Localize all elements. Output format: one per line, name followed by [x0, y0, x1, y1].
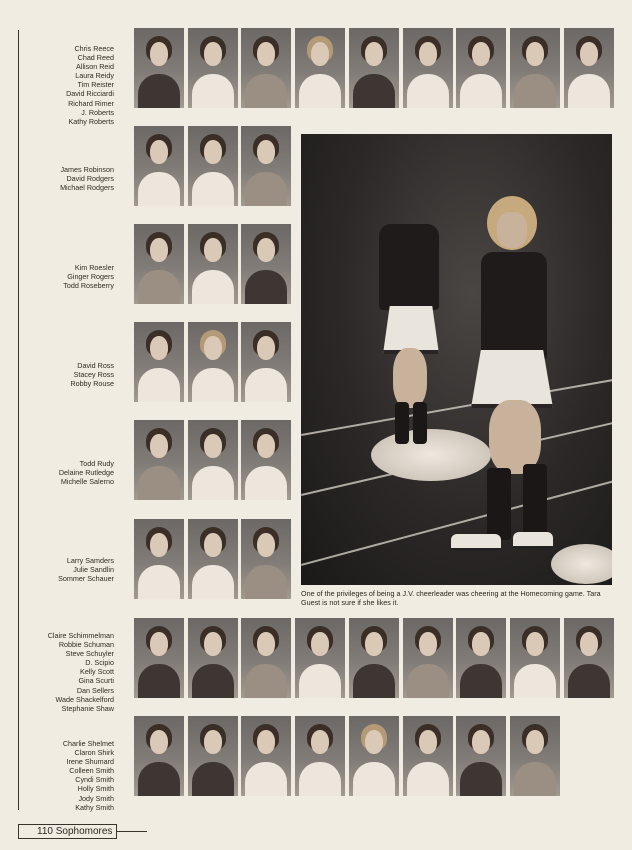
portrait-photo: [134, 716, 184, 796]
student-name: Wade Shackelford: [55, 694, 114, 704]
student-name: Dan Sellers: [76, 685, 114, 695]
page-number: 110: [37, 825, 53, 837]
student-name: Holly Smith: [77, 784, 114, 794]
student-name: Richard Rimer: [68, 98, 114, 108]
portrait-photo: [134, 420, 184, 500]
portrait-photo: [188, 519, 238, 599]
student-name: Chad Reed: [77, 53, 114, 63]
portrait-photo: [349, 28, 399, 108]
portrait-photo: [134, 224, 184, 304]
portrait-photo: [134, 322, 184, 402]
student-name: James Robinson: [60, 165, 114, 174]
portrait-photo: [188, 420, 238, 500]
portrait-photo: [564, 618, 614, 698]
student-name: Todd Rudy: [79, 459, 114, 468]
portrait-photo: [134, 519, 184, 599]
student-name: Sommer Schauer: [58, 574, 114, 584]
student-name: Irene Shumard: [66, 757, 114, 767]
student-name: Colleen Smith: [69, 766, 114, 776]
portrait-photo: [188, 716, 238, 796]
student-name: Delaine Rutledge: [58, 468, 114, 478]
portrait-photo: [510, 618, 560, 698]
student-name: Charlie Shelmet: [62, 739, 114, 748]
left-margin-rule: [18, 30, 19, 810]
student-name: Kelly Scott: [80, 667, 114, 677]
name-list-3: [22, 263, 114, 290]
portrait-photo: [403, 716, 453, 796]
portrait-photo: [456, 716, 506, 796]
name-list-8: [22, 739, 114, 812]
student-name: Jody Smith: [78, 793, 114, 803]
portrait-photo: [295, 28, 345, 108]
student-name: Kathy Smith: [75, 802, 114, 812]
student-name: Kathy Roberts: [68, 116, 114, 126]
portrait-photo: [295, 716, 345, 796]
student-name: Stacey Ross: [73, 370, 114, 380]
student-name: Gina Scurti: [78, 676, 114, 686]
student-name: Robby Rouse: [70, 379, 114, 389]
portrait-photo: [510, 28, 560, 108]
student-name: David Rodgers: [66, 174, 114, 184]
student-name: Cyndi Smith: [75, 775, 114, 785]
student-name: Allison Reid: [76, 62, 114, 72]
student-name: Stephanie Shaw: [61, 703, 114, 713]
portrait-photo: [188, 224, 238, 304]
portrait-photo: [241, 126, 291, 206]
student-name: Robbie Schuman: [58, 640, 114, 650]
portrait-photo: [403, 28, 453, 108]
student-name: Claire Schimmelman: [47, 631, 114, 640]
portrait-photo: [241, 420, 291, 500]
footer-rule: [117, 831, 147, 832]
portrait-photo: [510, 716, 560, 796]
student-name: Chris Reece: [74, 44, 114, 53]
name-list-1: [22, 44, 114, 126]
portrait-photo: [134, 28, 184, 108]
footer-label: [18, 824, 117, 839]
pompom: [371, 429, 491, 481]
portrait-photo: [349, 618, 399, 698]
portrait-photo: [241, 519, 291, 599]
name-list-7: [22, 631, 114, 713]
page-footer: [18, 822, 147, 840]
student-name: Kim Roesler: [74, 263, 114, 272]
student-name: Michael Rodgers: [60, 183, 114, 193]
section-title: Sophomores: [55, 825, 113, 837]
portrait-photo: [188, 126, 238, 206]
portrait-photo: [134, 618, 184, 698]
portrait-photo: [456, 28, 506, 108]
name-list-2: [22, 165, 114, 192]
name-list-4: [22, 361, 114, 388]
portrait-photo: [241, 716, 291, 796]
portrait-photo: [188, 618, 238, 698]
portrait-photo: [241, 322, 291, 402]
portrait-photo: [564, 28, 614, 108]
student-name: Todd Roseberry: [63, 281, 114, 291]
portrait-photo: [241, 618, 291, 698]
portrait-photo: [134, 126, 184, 206]
student-name: J. Roberts: [81, 107, 114, 117]
portrait-photo: [188, 28, 238, 108]
student-name: Ginger Rogers: [67, 272, 114, 282]
student-name: Laura Reidy: [75, 71, 114, 81]
student-name: Steve Schuyler: [65, 649, 114, 659]
portrait-photo: [241, 28, 291, 108]
name-list-5: [22, 459, 114, 486]
cheerleader-photo: [301, 134, 612, 585]
portrait-photo: [241, 224, 291, 304]
student-name: Julie Sandlin: [73, 565, 114, 575]
student-name: Tim Reister: [77, 80, 114, 90]
pompom: [551, 544, 612, 584]
portrait-photo: [349, 716, 399, 796]
photo-caption: One of the privileges of being a J.V. cheerleader was cheering at the Homecoming game. Tara Guest is not sure if she likes it.: [301, 589, 601, 608]
portrait-photo: [188, 322, 238, 402]
student-name: D. Scipio: [85, 658, 114, 668]
student-name: David Ross: [77, 361, 114, 370]
student-name: Claron Shirk: [74, 748, 114, 758]
portrait-photo: [295, 618, 345, 698]
student-name: Larry Samders: [66, 556, 114, 565]
portrait-photo: [403, 618, 453, 698]
student-name: David Ricciardi: [66, 89, 114, 99]
portrait-photo: [456, 618, 506, 698]
student-name: Michelle Salerno: [60, 477, 114, 487]
name-list-6: [22, 556, 114, 583]
